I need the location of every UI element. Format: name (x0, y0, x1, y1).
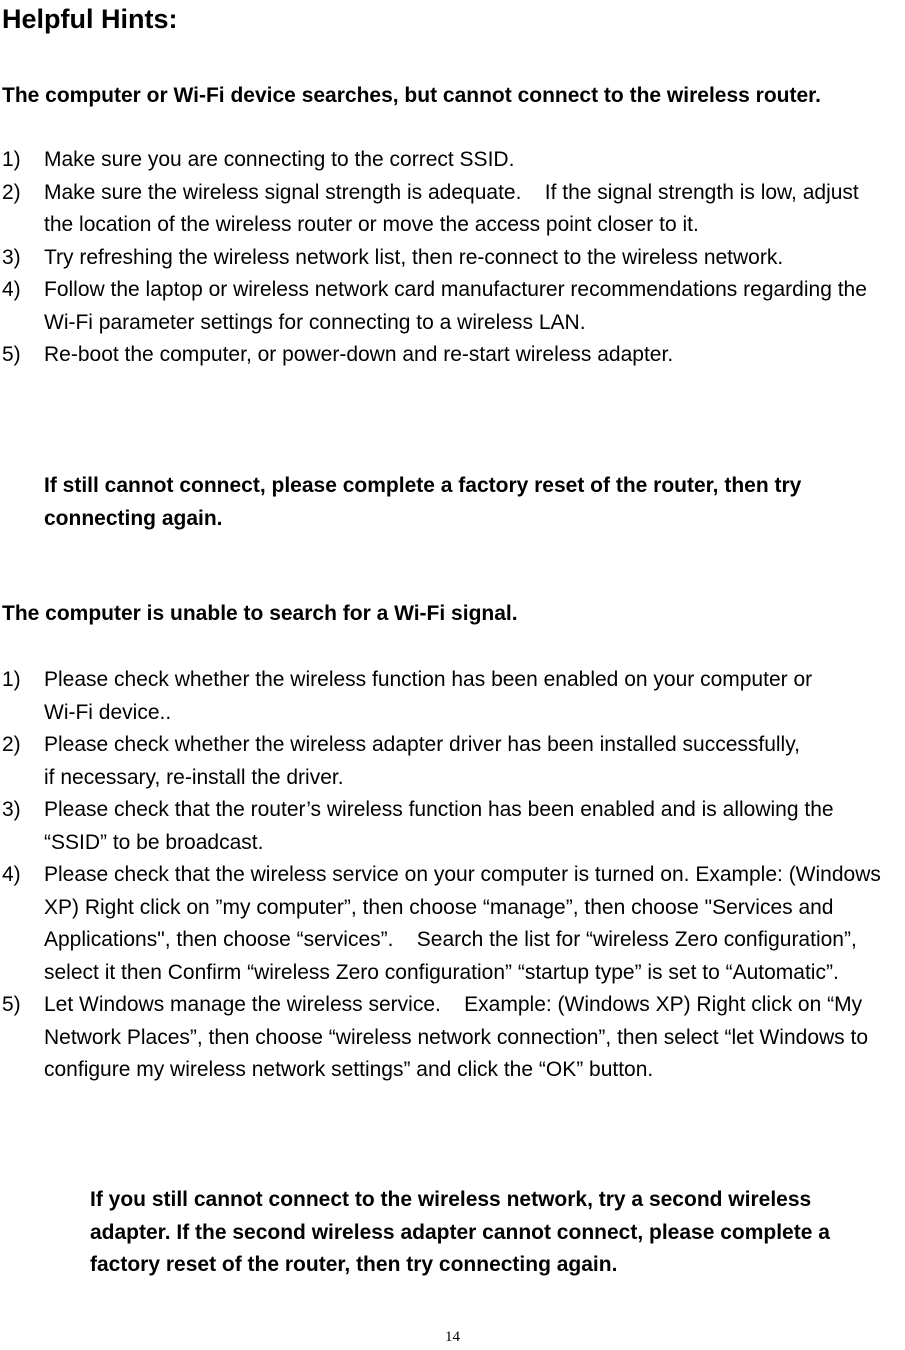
list-item (0, 177, 900, 242)
list-item-number: 3) (2, 798, 21, 821)
page-title: Helpful Hints: (2, 4, 178, 34)
list-item-text: Please check that the wireless service on your computer is turned on. Example: (Windows XP) Right click on ”my computer”, then choose “manage”, then choose "Services and Applications", then choose “services”. Search the list for “wireless Zero configuration”, select it then Confirm “wireless Zero configuration” “startup type” is set to “Automatic”. (44, 863, 881, 984)
section2-list (0, 664, 900, 1087)
list-item-text: Make sure you are connecting to the correct SSID. (44, 148, 515, 171)
section2-note: If you still cannot connect to the wireless network, try a second wireless adapter. If the second wireless adapter cannot connect, please complete a factory reset of the router, then try connecting again. (90, 1188, 830, 1276)
list-item (0, 144, 900, 177)
list-item-number: 4) (2, 863, 21, 886)
list-item-number: 5) (2, 343, 21, 366)
list-item-text: Please check whether the wireless function has been enabled on your computer or Wi-Fi device.. (44, 668, 813, 724)
list-item-number: 2) (2, 733, 21, 756)
list-item-number: 5) (2, 993, 21, 1016)
list-item-text: Please check whether the wireless adapter driver has been installed successfully, if necessary, re-install the driver. (44, 733, 800, 789)
list-item-text: Re-boot the computer, or power-down and re-start wireless adapter. (44, 343, 674, 366)
page-number: 14 (445, 1329, 460, 1345)
list-item-text: Let Windows manage the wireless service. Example: (Windows XP) Right click on “My Network Places”, then choose “wireless network connection”, then select “let Windows to configure my wireless network settings” and click the “OK” button. (44, 993, 869, 1081)
list-item (0, 794, 900, 859)
section1-note: If still cannot connect, please complete a factory reset of the router, then try connecting again. (44, 474, 802, 530)
section2-title: The computer is unable to search for a Wi-Fi signal. (2, 602, 518, 625)
list-item (0, 339, 900, 372)
list-item-number: 2) (2, 180, 21, 204)
section1-title: The computer or Wi-Fi device searches, but cannot connect to the wireless router. (2, 84, 821, 107)
list-item-number: 1) (2, 668, 21, 691)
list-item (0, 729, 900, 794)
list-item-text: Follow the laptop or wireless network card manufacturer recommendations regarding the Wi-Fi parameter settings for connecting to a wireless LAN. (44, 278, 867, 334)
list-item-number: 4) (2, 278, 21, 301)
list-item (0, 274, 900, 339)
list-item-number: 3) (2, 245, 21, 269)
list-item-text: Make sure the wireless signal strength is adequate. If the signal strength is low, adjust the location of the wireless router or move the access point closer to it. (44, 180, 859, 236)
list-item (0, 242, 900, 275)
list-item-text: Try refreshing the wireless network list, then re-connect to the wireless network. (44, 245, 784, 269)
list-item (0, 989, 900, 1087)
list-item-number: 1) (2, 148, 21, 171)
list-item (0, 859, 900, 989)
section1-list (0, 144, 900, 372)
list-item (0, 664, 900, 729)
list-item-text: Please check that the router’s wireless function has been enabled and is allowing the “SSID” to be broadcast. (44, 798, 834, 854)
